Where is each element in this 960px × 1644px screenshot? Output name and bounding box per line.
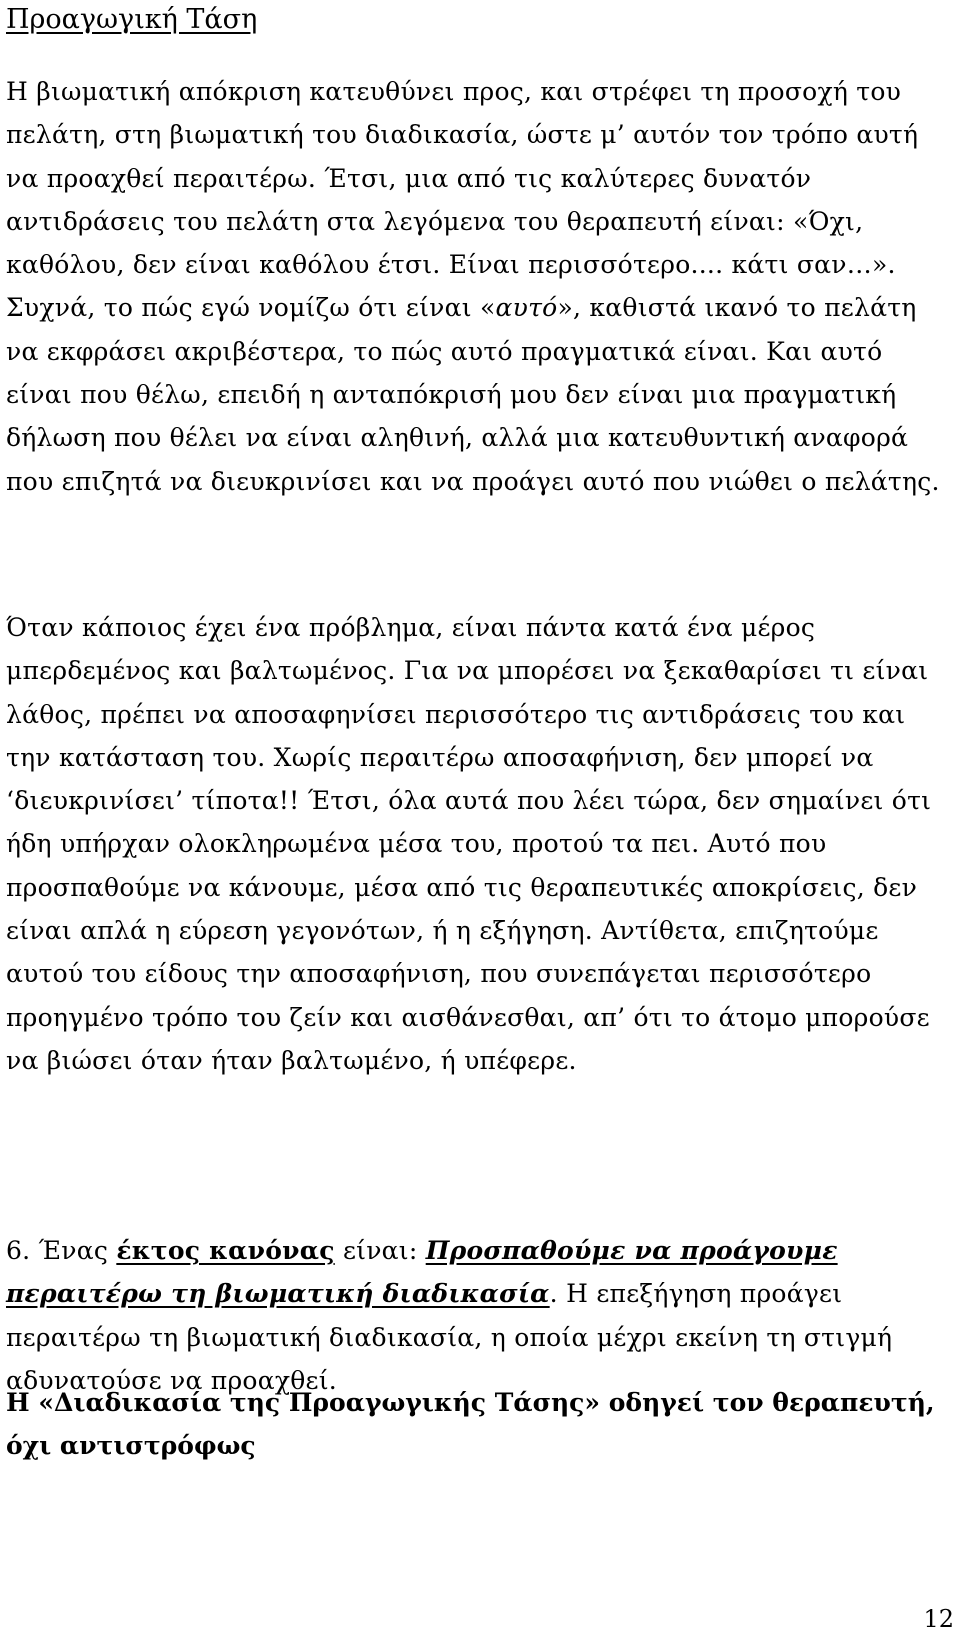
paragraph-experiential-response — [6, 70, 950, 503]
closing-statement: Η «Διαδικασία της Προαγωγικής Τάσης» οδηγεί τον θεραπευτή, όχι αντιστρόφως — [6, 1388, 935, 1461]
section-heading: Προαγωγική Τάση — [6, 4, 258, 35]
paragraph-text: Η βιωματική απόκριση κατευθύνει προς, και στρέφει τη προσοχή του πελάτη, στη βιωματική του διαδικασία, ώστε μ’ αυτόν τον τρόπο αυτή να προαχθεί περαιτέρω. Έτσι, μια από τις καλύτερες δυνατόν αντιδράσεις του πελάτη στα λεγόμενα του θεραπευτή είναι: «Όχι, καθόλου, δεν είναι καθόλου έτσι. Είναι περισσότερο.... κάτι σαν…». Συχνά, το πώς εγώ νομίζω ότι είναι « — [6, 77, 919, 323]
paragraph-clarification: Όταν κάποιος έχει ένα πρόβλημα, είναι πάντα κατά ένα μέρος μπερδεμένος και βαλτωμένος. Για να μπορέσει να ξεκαθαρίσει τι είναι λάθος, πρέπει να αποσαφηνίσει περισσότερο τις αντιδράσεις του και την κατάσταση του. Χωρίς περαιτέρω αποσαφήνιση, δεν μπορεί να ‘διευκρινίσει’ τίποτα!! Έτσι, όλα αυτά που λέει τώρα, δεν σημαίνει ότι ήδη υπήρχαν ολοκληρωμένα μέσα του, προτού τα πει. Αυτό που προσπαθούμε να κάνουμε, μέσα από τις θεραπευτικές αποκρίσεις, δεν είναι απλά η εύρεση γεγονότων, ή η εξήγηση. Αντίθετα, επιζητούμε αυτού του είδους την αποσαφήνιση, που συνεπάγεται περισσότερο προηγμένο τρόπο του ζείν και αισθάνεσθαι, απ’ ότι το άτομο μπορούσε να βιώσει όταν ήταν βαλτωμένο, ή υπέφερε. — [6, 613, 932, 1075]
italic-term: αυτό — [495, 293, 558, 323]
rule-number-text: 6. Ένας — [6, 1236, 117, 1265]
paragraph-text: », καθιστά ικανό το πελάτη να εκφράσει ακριβέστερα, το πώς αυτό πραγματικά είναι. Και αυτό είναι που θέλω, επειδή η ανταπόκρισή μου δεν είναι μια πραγματική δήλωση που θέλει να είναι αληθινή, αλλά μια κατευθυντική αναφορά που επιζητά να διευκρινίσει και να προάγει αυτό που νιώθει ο πελάτης. — [6, 293, 940, 496]
rule-statement: Προσπαθούμε να προάγουμε περαιτέρω τη βιωματική διαδικασία — [6, 1236, 838, 1309]
rule-label: έκτος κανόνας — [116, 1236, 335, 1265]
paragraph-sixth-rule — [6, 1229, 950, 1402]
page-number: 12 — [923, 1605, 954, 1633]
paragraph-text: . Η επεξήγηση προάγει περαιτέρω τη βιωματική διαδικασία, η οποία μέχρι εκείνη τη στιγμή αδυνατούσε να προαχθεί. — [6, 1279, 893, 1395]
paragraph-text: είναι: — [334, 1236, 426, 1265]
